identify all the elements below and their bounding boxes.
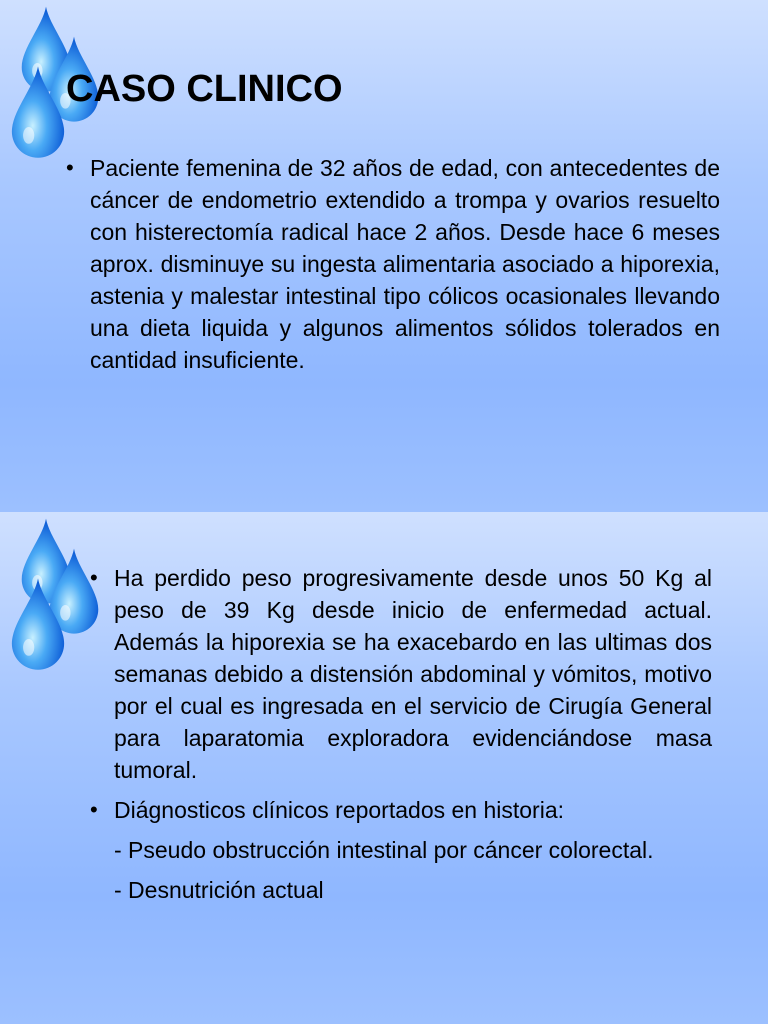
bullet-dot-icon: • [90,565,98,590]
bullet-text: Paciente femenina de 32 años de edad, con antecedentes de cáncer de endometrio extendido a trompa y ovarios resuelto con histerectomía radical hace 2 años. Desde hace 6 meses aprox. disminuye su ingesta alimentaria asociado a hiporexia, astenia y malestar intestinal tipo cólicos ocasionales llevando una dieta liquida y algunos alimentos sólidos tolerados en cantidad insuficiente. [90,155,720,373]
bullet-list [66,152,720,376]
list-item [66,152,720,376]
list-item [90,562,712,786]
list-item [90,794,712,826]
sub-item-text: - Desnutrición actual [114,877,324,903]
bullet-dot-icon: • [90,797,98,822]
sub-item [90,874,712,906]
bullet-dot-icon: • [66,155,74,180]
sub-item-text: - Pseudo obstrucción intestinal por cáncer colorectal. [114,837,654,863]
bullet-text: Diágnosticos clínicos reportados en historia: [114,797,565,823]
bullet-list [90,562,712,906]
slide-2 [0,512,768,1024]
slide-title: CASO CLINICO [66,68,343,110]
bullet-text: Ha perdido peso progresivamente desde unos 50 Kg al peso de 39 Kg desde inicio de enfermedad actual. Además la hiporexia se ha exacebardo en las ultimas dos semanas debido a distensión abdominal y vómitos, motivo por el cual es ingresada en el servicio de Cirugía General para laparatomia exploradora evidenciándose masa tumoral. [114,565,712,783]
sub-item [90,834,712,866]
